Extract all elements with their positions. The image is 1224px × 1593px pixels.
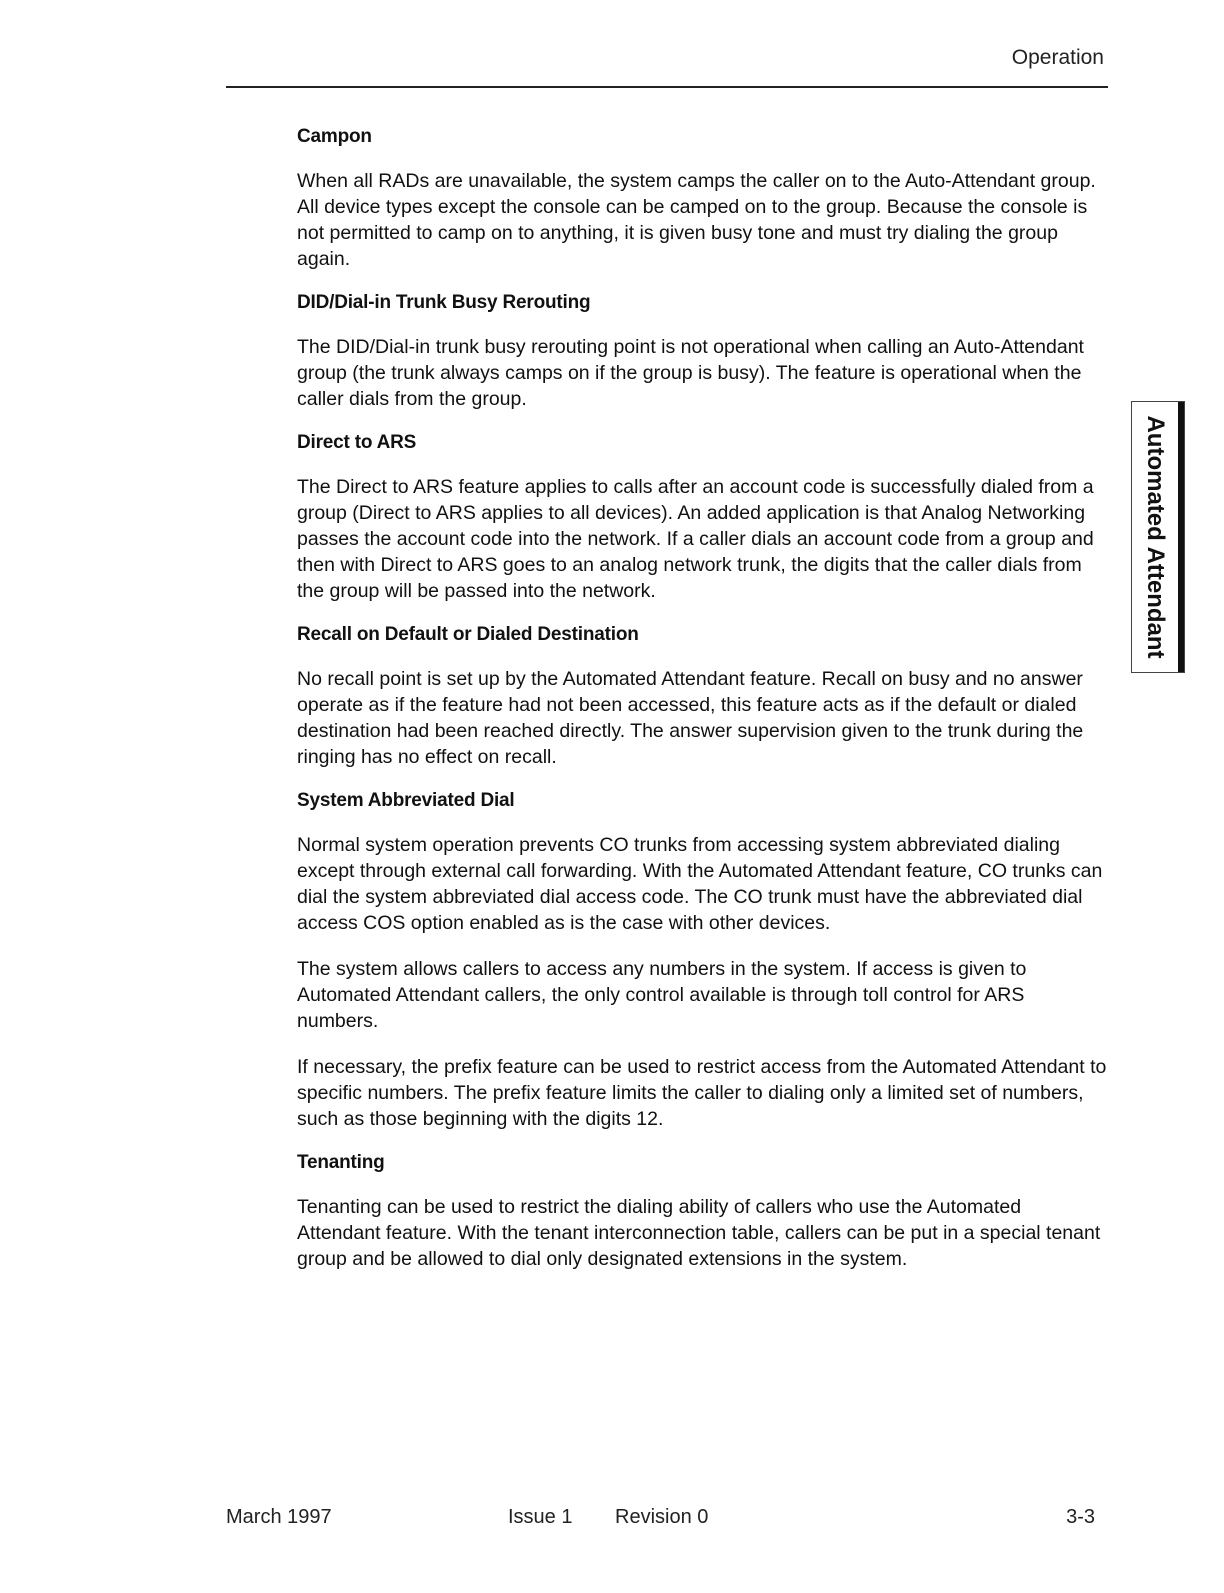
running-header: Operation xyxy=(1011,46,1104,69)
paragraph: When all RADs are unavailable, the system camps the caller on to the Auto-Attendant group. All device types except the console can be camped on to the group. Because the console is not permitted to camp on to anything, it is given busy tone and must try dialing the group again. xyxy=(297,170,1096,270)
thumb-tab-label: Automated Attendant xyxy=(1142,415,1169,659)
page-number: 3-3 xyxy=(1066,1506,1095,1528)
section-tenanting xyxy=(297,1152,1107,1272)
paragraph: No recall point is set up by the Automated Attendant feature. Recall on busy and no answer operate as if the feature had not been accessed, this feature acts as if the default or dialed destination had been reached directly. The answer supervision given to the trunk during the ringing has no effect on recall. xyxy=(297,668,1084,768)
chapter-thumb-tab xyxy=(1131,401,1185,673)
section-heading: Direct to ARS xyxy=(297,432,417,453)
section-heading: DID/Dial-in Trunk Busy Rerouting xyxy=(297,292,591,313)
section-heading: Campon xyxy=(297,126,372,147)
paragraph: Normal system operation prevents CO trunks from accessing system abbreviated dialing except through external call forwarding. With the Automated Attendant feature, CO trunks can dial the system abbreviated dial access code. The CO trunk must have the abbreviated dial access COS option enabled as is the case with other devices. xyxy=(297,834,1103,934)
header-rule xyxy=(226,86,1108,88)
footer-date: March 1997 xyxy=(226,1506,332,1528)
section-system-abbreviated-dial xyxy=(297,790,1107,1132)
section-recall xyxy=(297,624,1107,770)
section-campon xyxy=(297,126,1107,272)
page-body xyxy=(297,126,1107,1292)
section-did-dial-in-rerouting xyxy=(297,292,1107,412)
paragraph: The DID/Dial-in trunk busy rerouting point is not operational when calling an Auto-Attendant group (the trunk always camps on if the group is busy). The feature is operational when the caller dials from the group. xyxy=(297,336,1084,410)
section-heading: Tenanting xyxy=(297,1152,385,1173)
section-heading: Recall on Default or Dialed Destination xyxy=(297,624,639,645)
paragraph: The system allows callers to access any numbers in the system. If access is given to Automated Attendant callers, the only control available is through toll control for ARS numbers. xyxy=(297,958,1027,1032)
paragraph: Tenanting can be used to restrict the dialing ability of callers who use the Automated Attendant feature. With the tenant interconnection table, callers can be put in a special tenant group and be allowed to dial only designated extensions in the system. xyxy=(297,1196,1101,1270)
section-direct-to-ars xyxy=(297,432,1107,604)
thumb-tab-bar xyxy=(1178,402,1184,672)
footer-revision: Revision 0 xyxy=(615,1506,709,1528)
footer-issue: Issue 1 xyxy=(508,1506,573,1528)
section-heading: System Abbreviated Dial xyxy=(297,790,515,811)
paragraph: If necessary, the prefix feature can be used to restrict access from the Automated Attendant to specific numbers. The prefix feature limits the caller to dialing only a limited set of numbers, such as those beginning with the digits 12. xyxy=(297,1056,1107,1130)
paragraph: The Direct to ARS feature applies to calls after an account code is successfully dialed from a group (Direct to ARS applies to all devices). An added application is that Analog Networking passes the account code into the network. If a caller dials an account code from a group and then with Direct to ARS goes to an analog network trunk, the digits that the caller dials from the group will be passed into the network. xyxy=(297,476,1094,602)
